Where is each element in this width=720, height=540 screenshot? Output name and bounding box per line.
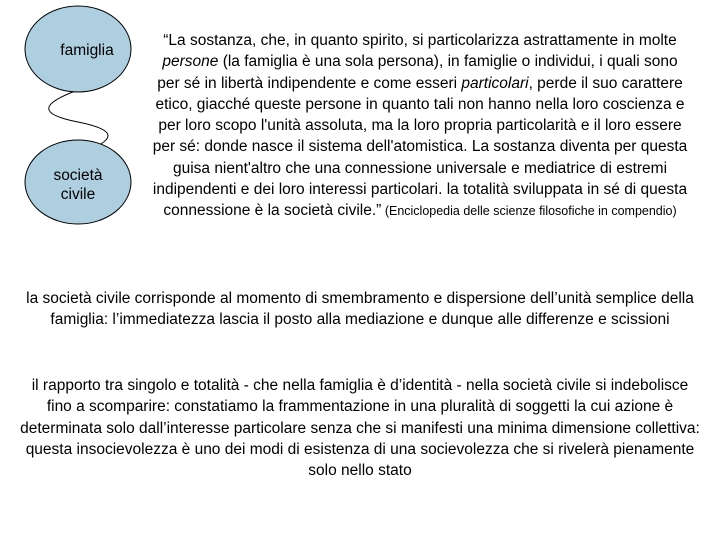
quote-italic-particolari: particolari bbox=[461, 74, 529, 92]
societa-label: società bbox=[53, 167, 103, 184]
quote-italic-persone: persone bbox=[162, 53, 219, 71]
quote-close-mark: ” bbox=[376, 202, 382, 220]
paragraph-smembramento: la società civile corrisponde al momento di smembramento e dispersione dell’unità semplice della famiglia: l’immediatezza lascia il posto alla mediazione e dunque alle differenze e scissioni bbox=[26, 290, 694, 329]
famiglia-label: famiglia bbox=[60, 42, 114, 59]
family-society-diagram bbox=[0, 0, 150, 240]
quote-source: (Enciclopedia delle scienze filosofiche in compendio) bbox=[381, 204, 677, 219]
quote-open-mark: “ bbox=[163, 32, 169, 49]
civile-label: civile bbox=[60, 186, 96, 203]
quote-text-2: (la famiglia è una sola persona), in famiglie o individui, i quali sono per sé in libertà indipendente e come esseri bbox=[157, 53, 678, 92]
quote-text-1: La sostanza, che, in quanto spirito, si particolarizza astrattamente in molte bbox=[168, 32, 677, 49]
hegel-quote bbox=[150, 30, 690, 223]
paragraph-rapporto: il rapporto tra singolo e totalità - che nella famiglia è d’identità - nella società civile si indebolisce fino a scomparire: constatiamo la frammentazione in una pluralità di soggetti la cui azione è determinata solo dall’interesse particolare senza che si manifesti una minima dimensione collettiva: questa insocievolezza è uno dei modi di esistenza di una socievolezza che si rivelerà pienamente solo nello stato bbox=[20, 377, 700, 480]
quote-text-3: , perde il suo carattere etico, giacché queste persone in quanto tali non hanno nella loro coscienza e per loro scopo l'unità assoluta, ma la loro propria particolarità e il loro essere per sé: donde nasce il sistema dell'atomistica. La sostanza diventa per questa guisa nient'altro che una connessione universale e mediatrice di estremi indipendenti e dei loro interessi particolari. la totalità sviluppata in sé di questa connessione è la società civile. bbox=[152, 74, 688, 220]
